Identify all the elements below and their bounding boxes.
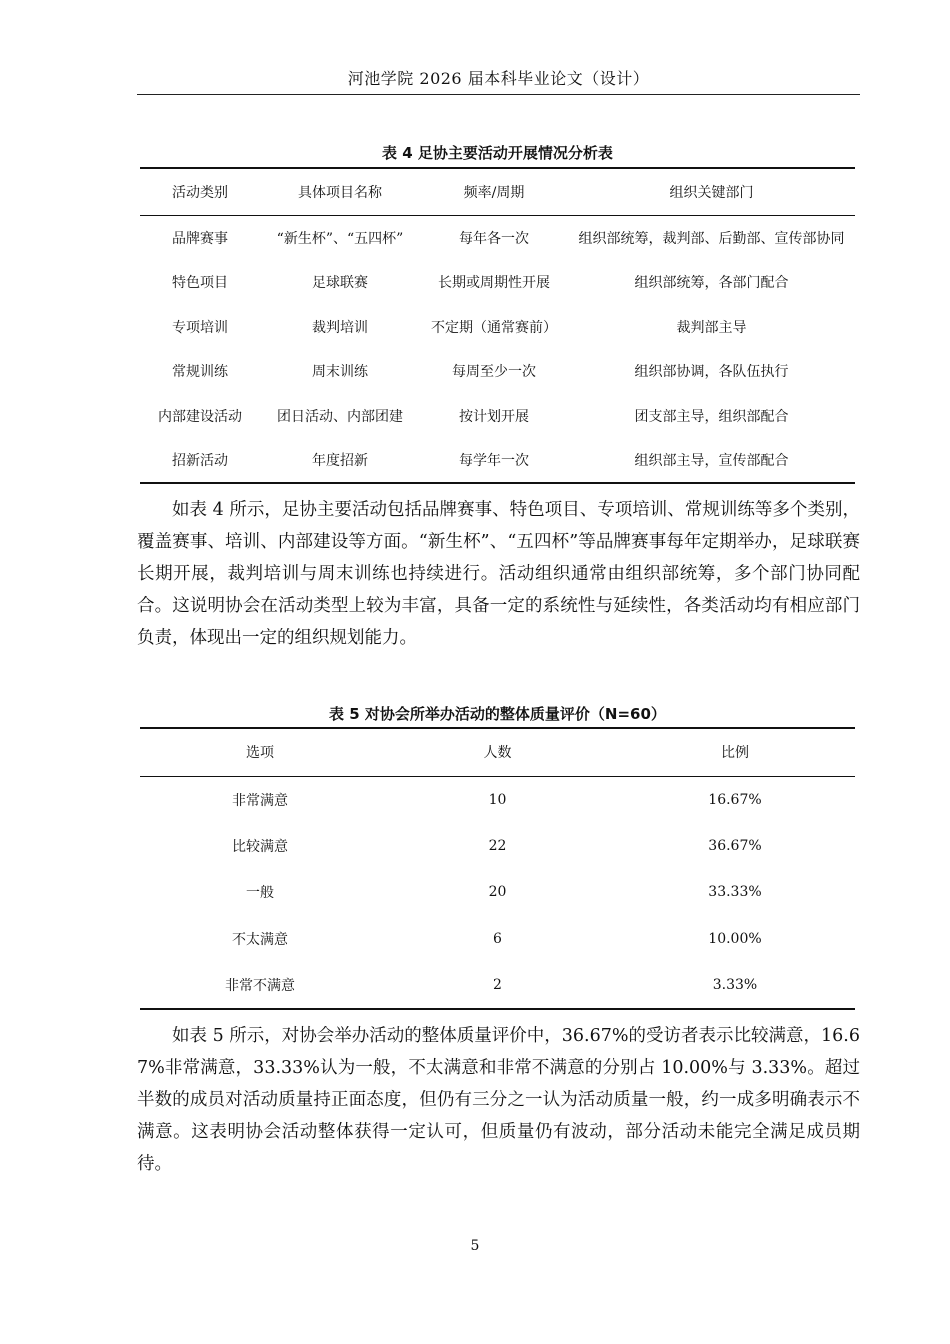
table-row: [140, 215, 855, 260]
table-cell: “新生杯”、“五四杯”: [276, 230, 404, 247]
table-cell: 每年各一次: [459, 230, 529, 247]
table-cell: 常规训练: [172, 364, 228, 381]
table-cell: 团日活动、内部团建: [277, 409, 403, 426]
column-header: 人数: [483, 745, 512, 762]
table-cell: 长期或周期性开展: [438, 275, 550, 292]
table-cell: 16.67%: [708, 791, 762, 808]
table-row: [140, 349, 855, 394]
table-cell: 裁判部主导: [676, 319, 747, 336]
table-cell: 非常满意: [232, 792, 288, 809]
table-cell: 22: [488, 837, 507, 854]
analysis-paragraph-1: 如表 4 所示，足协主要活动包括品牌赛事、特色项目、专项培训、常规训练等多个类别，覆盖赛事、培训、内部建设等方面。“新生杯”、“五四杯”等品牌赛事每年定期举办，足球联赛长期开展，裁判培训与周末训练也持续进行。活动组织通常由组织部统筹，多个部门协同配合。这说明协会在活动类型上较为丰富，具备一定的系统性与延续性，各类活动均有相应部门负责，体现出一定的组织规划能力。: [137, 500, 860, 648]
analysis-paragraph-2: 如表 5 所示，对协会举办活动的整体质量评价中，36.67%的受访者表示比较满意，16.67%非常满意，33.33%认为一般，不太满意和非常不满意的分别占 10.00%与 3.33%。超过半数的成员对活动质量持正面态度，但仍有三分之一认为活动质量一般，约一成多明确表示不满意。这表明协会活动整体获得一定认可，但质量仍有波动，部分活动未能完全满足成员期待。: [137, 1026, 860, 1174]
table-cell: 裁判培训: [312, 319, 368, 336]
column-header: 比例: [721, 745, 749, 762]
table-cell: 周末训练: [312, 364, 368, 381]
table-cell: 每周至少一次: [452, 364, 536, 381]
table-cell: 非常不满意: [225, 978, 295, 995]
table-cell: 10: [488, 791, 507, 808]
column-header: 具体项目名称: [298, 184, 382, 201]
table-cell: 2: [493, 977, 502, 994]
table-cell: 品牌赛事: [172, 230, 228, 247]
table-row: [140, 962, 855, 1009]
table-cell: 招新活动: [172, 453, 228, 470]
column-header: 活动类别: [172, 184, 228, 201]
table-cell: 足球联赛: [312, 275, 368, 292]
table-cell: 团支部主导，组织部配合: [634, 409, 789, 426]
table-row: [140, 438, 855, 483]
table4-caption: 表 4 足协主要活动开展情况分析表: [382, 144, 613, 162]
table-row: [140, 260, 855, 305]
column-header: 频率/周期: [463, 184, 525, 201]
column-header: 组织关键部门: [669, 184, 754, 201]
table-cell: 33.33%: [708, 884, 762, 901]
table-cell: 10.00%: [708, 931, 762, 948]
table-row: [140, 304, 855, 349]
table-row: [140, 776, 855, 823]
quality-evaluation-table: [140, 727, 855, 1010]
page-number: 5: [470, 1238, 480, 1254]
table-cell: 每学年一次: [459, 453, 529, 470]
table-cell: 6: [493, 931, 502, 948]
table-header-row: [140, 728, 855, 776]
table-cell: 不太满意: [232, 932, 288, 949]
table-cell: 组织部统筹，各部门配合: [634, 275, 789, 292]
table-cell: 一般: [246, 885, 274, 902]
table-cell: 按计划开展: [459, 409, 529, 426]
page-header: 河池学院 2026 届本科毕业论文（设计）: [137, 64, 860, 95]
table-row: [140, 823, 855, 870]
table-cell: 组织部主导，宣传部配合: [634, 453, 789, 470]
table-cell: 专项培训: [172, 319, 228, 336]
table-cell: 特色项目: [172, 275, 228, 292]
table5-caption: 表 5 对协会所举办活动的整体质量评价（N=60）: [329, 705, 666, 723]
table-header-row: [140, 168, 855, 215]
table-cell: 不定期（通常赛前）: [431, 319, 557, 336]
table-cell: 年度招新: [312, 453, 368, 470]
table-cell: 组织部统筹，裁判部、后勤部、宣传部协同: [578, 230, 845, 247]
activities-table: [140, 167, 855, 484]
table-cell: 组织部协调，各队伍执行: [634, 364, 789, 381]
table-cell: 比较满意: [232, 838, 288, 855]
table-cell: 内部建设活动: [158, 409, 242, 426]
table-cell: 3.33%: [712, 977, 758, 994]
table-cell: 20: [488, 884, 507, 901]
table-row: [140, 394, 855, 439]
table-row: [140, 916, 855, 963]
table-cell: 36.67%: [708, 837, 762, 854]
table-row: [140, 869, 855, 916]
column-header: 选项: [246, 745, 274, 762]
